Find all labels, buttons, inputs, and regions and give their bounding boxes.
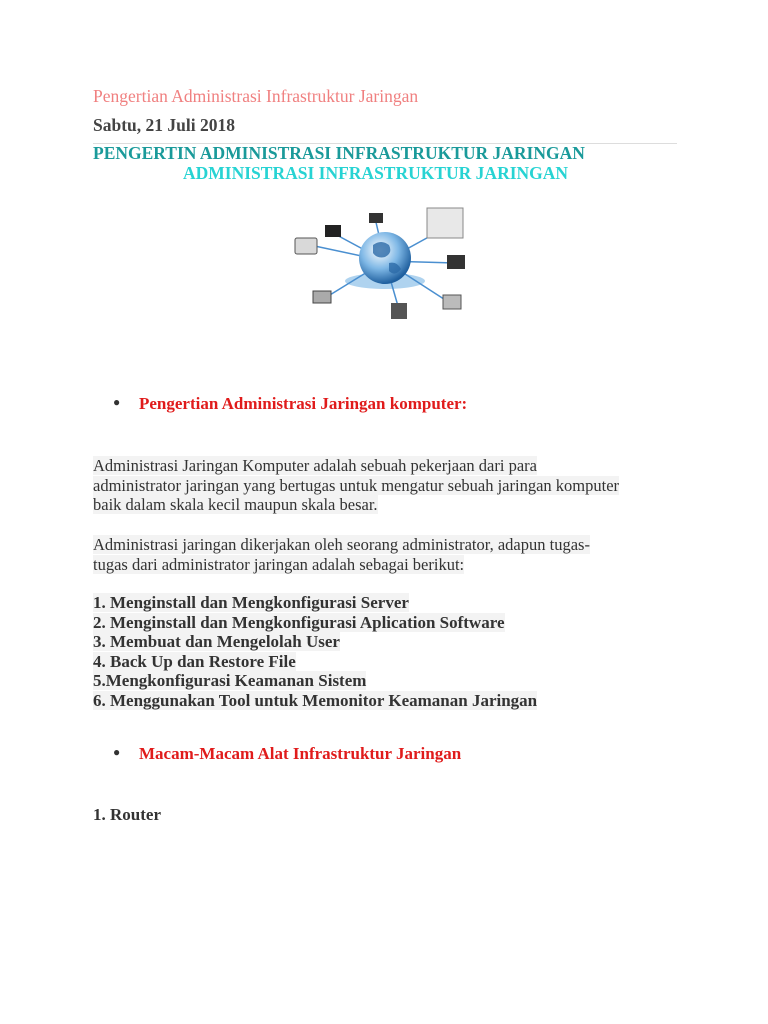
list-item: 1. Menginstall dan Mengkonfigurasi Server xyxy=(93,593,409,612)
paragraph-tasks xyxy=(93,535,683,574)
post-date: Sabtu, 21 Juli 2018 xyxy=(93,115,235,135)
bullet-dot: ● xyxy=(113,395,121,409)
section-bullet-tools xyxy=(113,744,462,764)
list-item: 6. Menggunakan Tool untuk Memonitor Keamanan Jaringan xyxy=(93,690,538,710)
section-bullet-definition xyxy=(113,394,468,414)
list-item: 4. Back Up dan Restore File xyxy=(93,651,296,671)
list-item: 3. Membuat dan Mengelolah User xyxy=(93,632,340,651)
list-item: 2. Menginstall dan Mengkonfigurasi Aplication Software xyxy=(93,612,505,632)
paragraph-line: Administrasi Jaringan Komputer adalah sebuah pekerjaan dari para xyxy=(93,456,537,475)
post-title-link[interactable]: Pengertian Administrasi Infrastruktur Jaringan xyxy=(93,86,419,106)
paragraph-line: Administrasi jaringan dikerjakan oleh seorang administrator, adapun tugas- xyxy=(93,535,590,554)
bullet-text: Macam-Macam Alat Infrastruktur Jaringan xyxy=(139,744,462,763)
paragraph-line: tugas dari administrator jaringan adalah sebagai berikut: xyxy=(93,554,465,574)
paragraph-definition xyxy=(93,456,683,515)
list-item: 5.Mengkonfigurasi Keamanan Sistem xyxy=(93,671,367,690)
router-heading: 1. Router xyxy=(93,805,161,824)
bullet-dot: ● xyxy=(113,745,121,759)
task-list xyxy=(93,593,537,710)
paragraph-line: administrator jaringan yang bertugas untuk mengatur sebuah jaringan komputer xyxy=(93,475,620,495)
bullet-text: Pengertian Administrasi Jaringan komputer: xyxy=(139,394,468,413)
network-illustration xyxy=(285,203,485,338)
heading-main: PENGERTIN ADMINISTRASI INFRASTRUKTUR JARINGAN xyxy=(93,143,585,163)
paragraph-line: baik dalam skala kecil maupun skala besar. xyxy=(93,495,378,514)
heading-sub: ADMINISTRASI INFRASTRUKTUR JARINGAN xyxy=(183,163,569,183)
